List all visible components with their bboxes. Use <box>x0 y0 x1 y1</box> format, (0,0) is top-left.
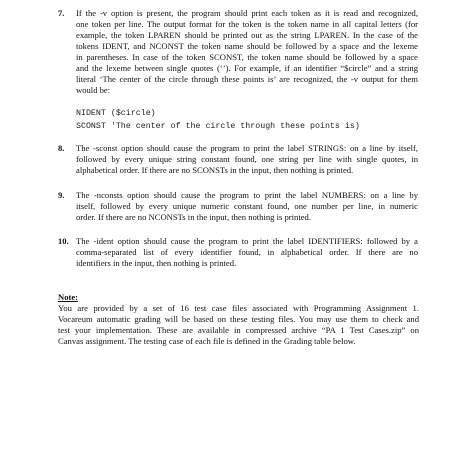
note-section <box>58 292 419 347</box>
text-line: comma-separated list of every identifier found, in alphabetical order. If there are no <box>76 247 418 258</box>
item-number: 8. <box>58 143 65 153</box>
text-line: order. If there are no NCONSTs in the input, then nothing is printed. <box>76 212 311 223</box>
text-line: example, the token LPAREN should be printed out as the string LPAREN. In the case of the <box>76 30 418 41</box>
code-line: NIDENT ($circle) <box>76 109 156 118</box>
text-line: one token per line. The output format for the token is the token name in all capital letters (for <box>76 19 418 30</box>
text-line: in parentheses. In case of the token SCONST, the token name should be followed by a space <box>76 52 418 63</box>
text-line: The -ident option should cause the program to print the label IDENTIFIERS: followed by a <box>76 236 418 246</box>
code-line: SCONST 'The center of the circle through these points is) <box>76 122 360 131</box>
note-title: Note: <box>58 292 79 302</box>
text-line: The -nconsts option should cause the program to print the label NUMBERS: on a line by <box>76 190 418 200</box>
item-body <box>76 190 418 223</box>
text-line: test your implementation. These are available in compressed archive “PA 1 Test Cases.zip” on <box>58 325 419 336</box>
text-line: literal ‘The center of the circle through these points is’ are recognized, the -v output for them <box>76 74 418 85</box>
text-line: Vocareum automatic grading will be based on these testing files. You may use them to check and <box>58 314 419 325</box>
text-line: identifiers in the input, then nothing is printed. <box>76 258 237 269</box>
text-line: followed by every unique string constant found, one string per line with single quotes, in <box>76 154 418 165</box>
text-line: and the lexeme between single quotes (‘’). For example, if an identifier “$circle” and a string <box>76 63 418 74</box>
text-line: If the -v option is present, the program should print each token as it is read and recognized, <box>76 8 418 18</box>
text-line: would be: <box>76 85 111 96</box>
text-line: alphabetical order. If there are no SCONSTs in the input, then nothing is printed. <box>76 165 354 176</box>
text-line: Canvas assignment. The testing case of each file is defined in the Grading table below. <box>58 336 356 347</box>
item-number: 7. <box>58 8 65 18</box>
item-body <box>76 143 418 176</box>
item-number: 9. <box>58 190 65 200</box>
text-line: itself, followed by every unique numeric constant found, one number per line, in numeric <box>76 201 418 212</box>
text-line: You are provided by a set of 16 test case files associated with Programming Assignment 1. <box>58 303 419 314</box>
item-number: 10. <box>58 236 69 246</box>
text-line: The -sconst option should cause the program to print the label STRINGS: on a line by itself, <box>76 143 418 153</box>
item-body <box>76 236 418 269</box>
text-line: tokens IDENT, and NCONST the token name should be followed by a space and the lexeme <box>76 41 418 52</box>
item-body <box>76 8 418 96</box>
